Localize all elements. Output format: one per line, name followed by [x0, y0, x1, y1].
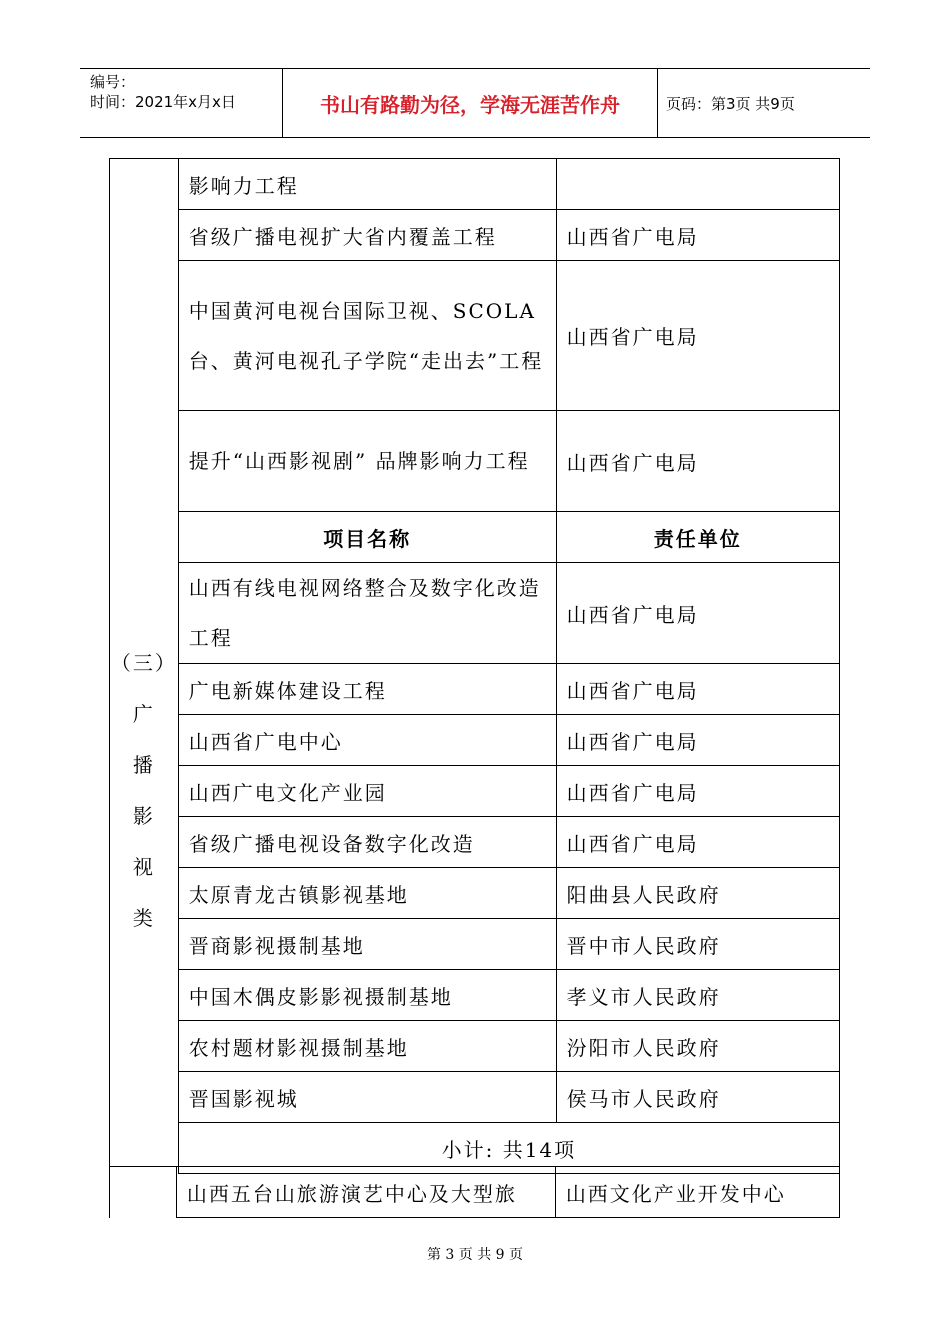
category-line: 广	[132, 702, 155, 727]
responsible-unit: 山西省广电局	[556, 817, 839, 868]
responsible-unit: 汾阳市人民政府	[556, 1021, 839, 1072]
project-name: 山西省广电中心	[178, 715, 556, 766]
project-name: 晋国影视城	[178, 1072, 556, 1123]
project-name: 影响力工程	[178, 159, 556, 210]
project-name: 山西有线电视网络整合及数字化改造工程	[178, 563, 556, 664]
header-meta	[80, 69, 282, 137]
category-cell-empty	[110, 1167, 177, 1218]
project-name: 中国黄河电视台国际卫视、SCOLA台、黄河电视孔子学院“走出去”工程	[178, 261, 556, 411]
page-header	[80, 68, 870, 138]
responsible-unit	[556, 159, 839, 210]
table-row	[110, 159, 840, 210]
category-line: 视	[132, 855, 155, 880]
time-label: 时间：2021年x月x日	[90, 93, 236, 111]
table-row	[110, 919, 840, 970]
table-row	[110, 1167, 840, 1218]
header-page-label: 页码：第3页 共9页	[666, 94, 795, 113]
column-header-unit: 责任单位	[556, 512, 839, 563]
responsible-unit: 山西省广电局	[556, 766, 839, 817]
project-name: 省级广播电视设备数字化改造	[178, 817, 556, 868]
table-row	[110, 261, 840, 411]
project-name: 农村题材影视摄制基地	[178, 1021, 556, 1072]
subtotal-cell: 小计: 共14项	[178, 1123, 839, 1174]
responsible-unit: 山西省广电局	[556, 664, 839, 715]
category-line: 影	[132, 804, 155, 829]
table-row	[110, 766, 840, 817]
project-name: 山西五台山旅游演艺中心及大型旅	[176, 1167, 555, 1218]
project-name: 晋商影视摄制基地	[178, 919, 556, 970]
category-cell	[110, 159, 179, 1174]
table-row	[110, 210, 840, 261]
responsible-unit: 山西文化产业开发中心	[555, 1167, 839, 1218]
table-row	[110, 411, 840, 512]
table-row	[110, 715, 840, 766]
project-name: 提升“山西影视剧” 品牌影响力工程	[178, 411, 556, 512]
category-line: 播	[132, 753, 155, 778]
responsible-unit: 山西省广电局	[556, 715, 839, 766]
category-line: （三）	[110, 651, 177, 676]
project-name: 广电新媒体建设工程	[178, 664, 556, 715]
responsible-unit: 晋中市人民政府	[556, 919, 839, 970]
project-name: 中国木偶皮影影视摄制基地	[178, 970, 556, 1021]
responsible-unit: 阳曲县人民政府	[556, 868, 839, 919]
table-row	[110, 868, 840, 919]
table-row	[110, 563, 840, 664]
header-motto: 书山有路勤为径，学海无涯苦作舟	[282, 69, 658, 137]
code-label: 编号：	[90, 73, 136, 91]
responsible-unit: 山西省广电局	[556, 563, 839, 664]
table-row	[110, 817, 840, 868]
responsible-unit: 侯马市人民政府	[556, 1072, 839, 1123]
continuation-table	[109, 1166, 840, 1218]
column-header-name: 项目名称	[178, 512, 556, 563]
table-row	[110, 970, 840, 1021]
column-header-row	[110, 512, 840, 563]
responsible-unit: 孝义市人民政府	[556, 970, 839, 1021]
responsible-unit: 山西省广电局	[556, 411, 839, 512]
project-table	[109, 158, 840, 1174]
table-row	[110, 1072, 840, 1123]
category-line: 类	[132, 906, 155, 931]
project-name: 太原青龙古镇影视基地	[178, 868, 556, 919]
table-row	[110, 1021, 840, 1072]
responsible-unit: 山西省广电局	[556, 210, 839, 261]
project-name: 山西广电文化产业园	[178, 766, 556, 817]
page-footer: 第 3 页 共 9 页	[426, 1247, 524, 1263]
project-name: 省级广播电视扩大省内覆盖工程	[178, 210, 556, 261]
table-row	[110, 664, 840, 715]
responsible-unit: 山西省广电局	[556, 261, 839, 411]
